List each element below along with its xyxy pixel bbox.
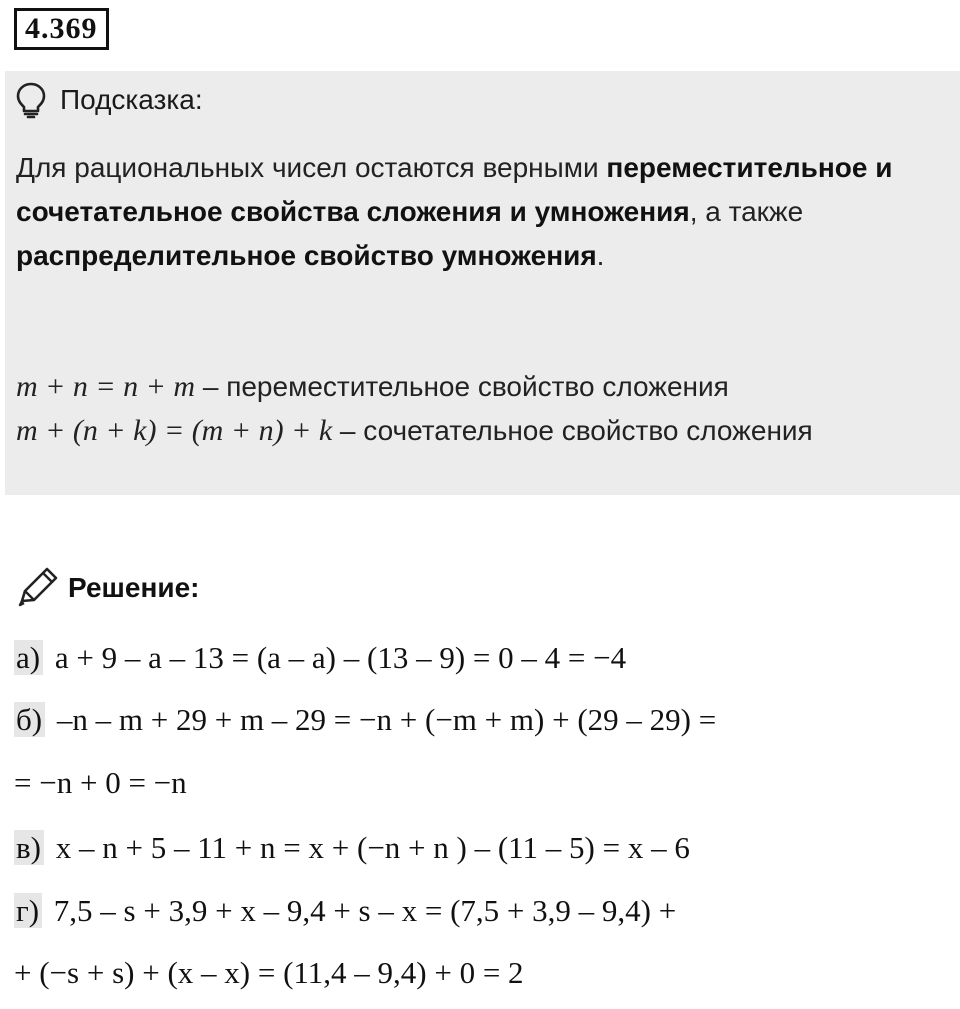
solution-line-v [14, 825, 690, 871]
hint-title: Подсказка: [60, 84, 203, 115]
formula-associative-expression: m + (n + k) = (m + n) + k [16, 414, 333, 447]
formula-commutative-expression: m + n = n + m [16, 370, 196, 403]
solution-label-v: в) [14, 830, 44, 865]
hint-text [16, 146, 946, 278]
solution-line-a [14, 635, 626, 681]
solution-label-b: б) [14, 702, 45, 737]
solution-line-b-continued [14, 760, 187, 806]
solution-line-g [14, 888, 676, 934]
hint-header [14, 80, 203, 120]
solution-expression-g: 7,5 – s + 3,9 + x – 9,4 + s – x = (7,5 + 3,9 – 9,4) + [46, 893, 677, 928]
pencil-icon [16, 565, 60, 612]
solution-expression-b: –n – m + 29 + m – 29 = −n + (−m + m) + (29 – 29) = [49, 702, 717, 737]
solution-header [16, 566, 199, 610]
hint-text-part-1: Для рациональных чисел остаются верными [16, 152, 607, 183]
formula-associative [16, 411, 813, 451]
hint-text-part-3: . [596, 240, 605, 271]
hint-bold-properties: переместительное и сочетательное свойства сложения и умножения [16, 152, 893, 227]
solution-expression-v: x – n + 5 – 11 + n = x + (−n + n ) – (11 – 5) = x – 6 [47, 830, 690, 865]
formula-commutative-description: – переместительное свойство сложения [195, 371, 729, 402]
solution-expression-b-continued: = −n + 0 = −n [14, 765, 187, 800]
formula-associative-description: – сочетательное свойство сложения [332, 415, 813, 446]
hint-text-part-2: , а также [689, 196, 804, 227]
solution-title: Решение: [68, 572, 200, 603]
solution-label-a: а) [14, 640, 43, 675]
solution-line-g-continued [14, 950, 524, 996]
solution-expression-g-continued: + (−s + s) + (x – x) = (11,4 – 9,4) + 0 = 2 [14, 955, 524, 990]
task-number: 4.369 [14, 8, 109, 50]
solution-line-b [14, 697, 716, 743]
formula-commutative [16, 367, 729, 407]
hint-bold-distributive: распределительное свойство умножения [16, 240, 597, 271]
lightbulb-icon [14, 81, 48, 119]
solution-label-g: г) [14, 893, 42, 928]
solution-expression-a: a + 9 – a – 13 = (a – a) – (13 – 9) = 0 – 4 = −4 [47, 640, 627, 675]
